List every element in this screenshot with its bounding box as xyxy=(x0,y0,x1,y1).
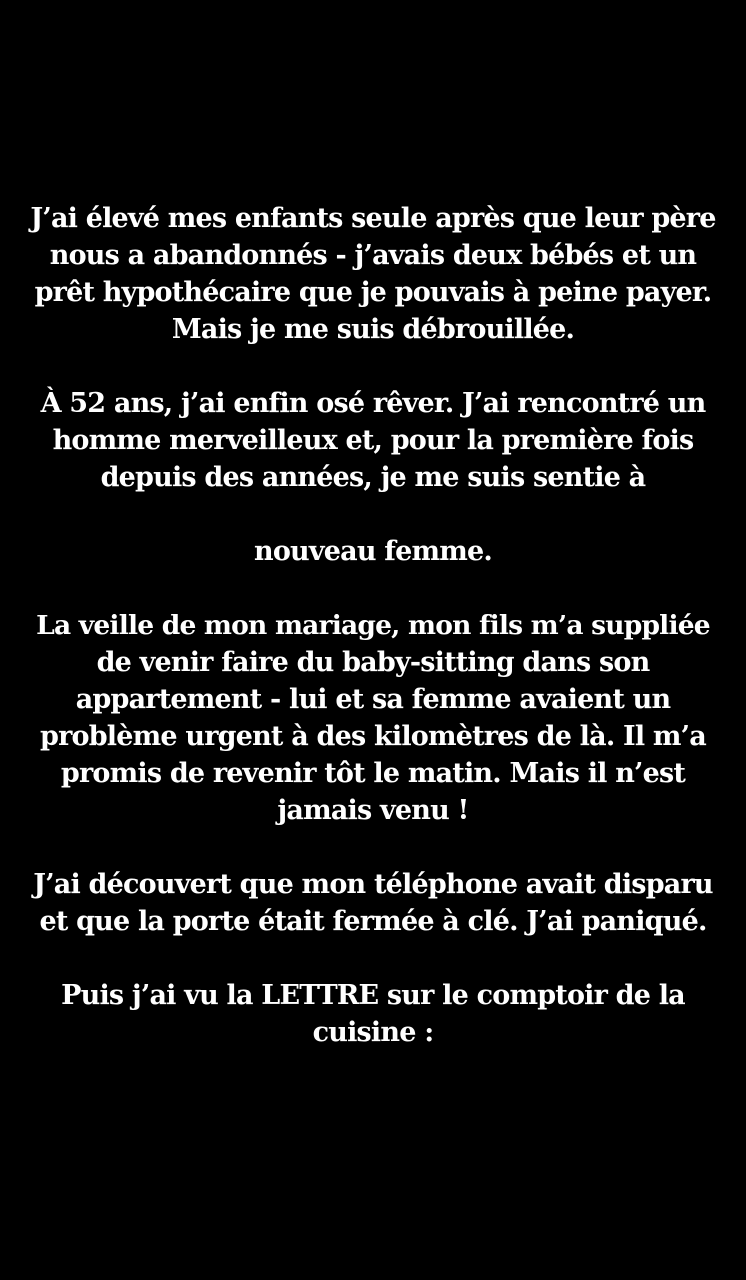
paragraph-1 xyxy=(30,200,716,348)
story-line: depuis des années, je me suis sentie à xyxy=(100,462,646,493)
story-line: cuisine : xyxy=(312,1017,434,1048)
story-line: La veille de mon mariage, mon fils m’a suppliée xyxy=(36,610,710,641)
story-line: nous a abandonnés - j’avais deux bébés et un xyxy=(49,240,697,271)
story-line: J’ai découvert que mon téléphone avait disparu xyxy=(33,869,713,900)
story-line: promis de revenir tôt le matin. Mais il n’est xyxy=(60,758,686,789)
paragraph-3 xyxy=(30,533,716,570)
story-line: problème urgent à des kilomètres de là. Il m’a xyxy=(40,721,706,752)
story-line: jamais venu ! xyxy=(277,795,469,826)
story-line: À 52 ans, j’ai enfin osé rêver. J’ai rencontré un xyxy=(40,388,706,419)
paragraph-6 xyxy=(30,977,716,1051)
story-line: J’ai élevé mes enfants seule après que leur père xyxy=(30,203,716,234)
story-line: de venir faire du baby-sitting dans son xyxy=(96,647,650,678)
story-text xyxy=(30,200,716,1088)
story-line: appartement - lui et sa femme avaient un xyxy=(75,684,671,715)
paragraph-4 xyxy=(30,607,716,829)
story-line: prêt hypothécaire que je pouvais à peine payer. xyxy=(34,277,712,308)
paragraph-5 xyxy=(30,866,716,940)
paragraph-2 xyxy=(30,385,716,496)
story-line: nouveau femme. xyxy=(254,536,492,567)
story-line: Mais je me suis débrouillée. xyxy=(171,314,575,345)
story-line: Puis j’ai vu la LETTRE sur le comptoir de la xyxy=(61,980,685,1011)
story-line: homme merveilleux et, pour la première fois xyxy=(52,425,694,456)
story-line: et que la porte était fermée à clé. J’ai paniqué. xyxy=(39,906,707,937)
